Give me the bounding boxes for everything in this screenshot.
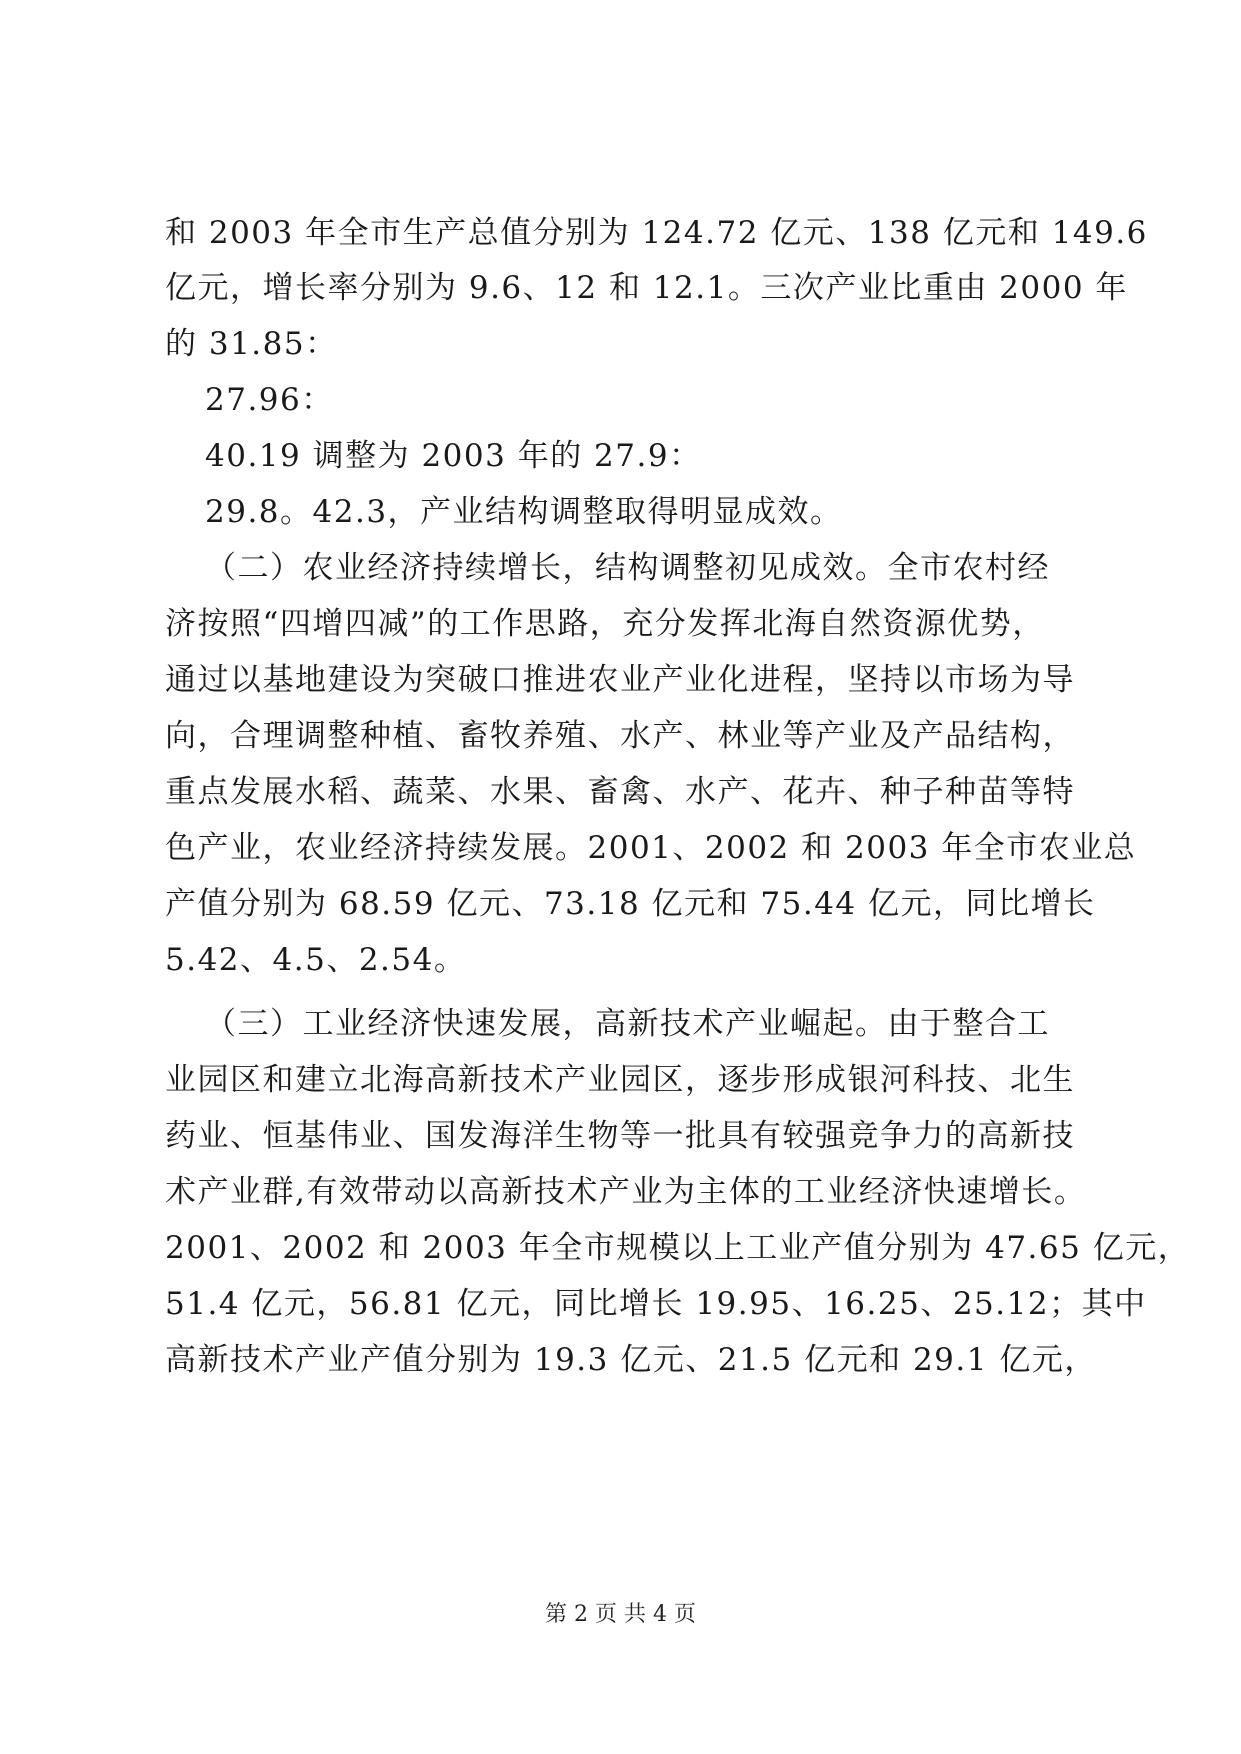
body-line-3: 的 31.85： — [165, 326, 338, 362]
section-heading-industry: （三）工业经济快速发展，高新技术产业崛起。由于整合工 — [205, 1006, 1050, 1042]
body-line-18: 术产业群,有效带动以高新技术产业为主体的工业经济快速增长。 — [165, 1174, 1087, 1210]
body-line-10: 向，合理调整种植、畜牧养殖、水产、林业等产业及产品结构， — [165, 718, 1075, 754]
body-line-21: 高新技术产业产值分别为 19.3 亿元、21.5 亿元和 29.1 亿元， — [165, 1342, 1097, 1378]
body-line-11: 重点发展水稻、蔬菜、水果、畜禽、水产、花卉、种子种苗等特 — [165, 774, 1075, 810]
body-line-6: 29.8。42.3，产业结构调整取得明显成效。 — [205, 494, 843, 530]
body-line-16: 业园区和建立北海高新技术产业园区，逐步形成银河科技、北生 — [165, 1062, 1075, 1098]
section-heading-agriculture: （二）农业经济持续增长，结构调整初见成效。全市农村经 — [205, 550, 1050, 586]
body-line-2: 亿元，增长率分别为 9.6、12 和 12.1。三次产业比重由 2000 年 — [165, 270, 1128, 306]
body-line-12: 色产业，农业经济持续发展。2001、2002 和 2003 年全市农业总 — [165, 830, 1137, 866]
page-number-footer: 第 2 页 共 4 页 — [545, 1602, 696, 1627]
body-line-17: 药业、恒基伟业、国发海洋生物等一批具有较强竞争力的高新技 — [165, 1118, 1075, 1154]
body-line-13: 产值分别为 68.59 亿元、73.18 亿元和 75.44 亿元，同比增长 — [165, 886, 1096, 922]
body-line-5: 40.19 调整为 2003 年的 27.9： — [205, 438, 702, 474]
body-line-9: 通过以基地建设为突破口推进农业产业化进程，坚持以市场为导 — [165, 662, 1075, 698]
body-line-4: 27.96： — [205, 382, 334, 418]
body-line-8: 济按照“四增四减”的工作思路，充分发挥北海自然资源优势， — [165, 606, 1045, 642]
body-line-1: 和 2003 年全市生产总值分别为 124.72 亿元、138 亿元和 149.6 — [165, 215, 1148, 251]
body-line-20: 51.4 亿元，56.81 亿元，同比增长 19.95、16.25、25.12；其中 — [165, 1286, 1147, 1322]
body-line-14: 5.42、4.5、2.54。 — [165, 942, 467, 978]
body-line-19: 2001、2002 和 2003 年全市规模以上工业产值分别为 47.65 亿元， — [165, 1230, 1191, 1266]
